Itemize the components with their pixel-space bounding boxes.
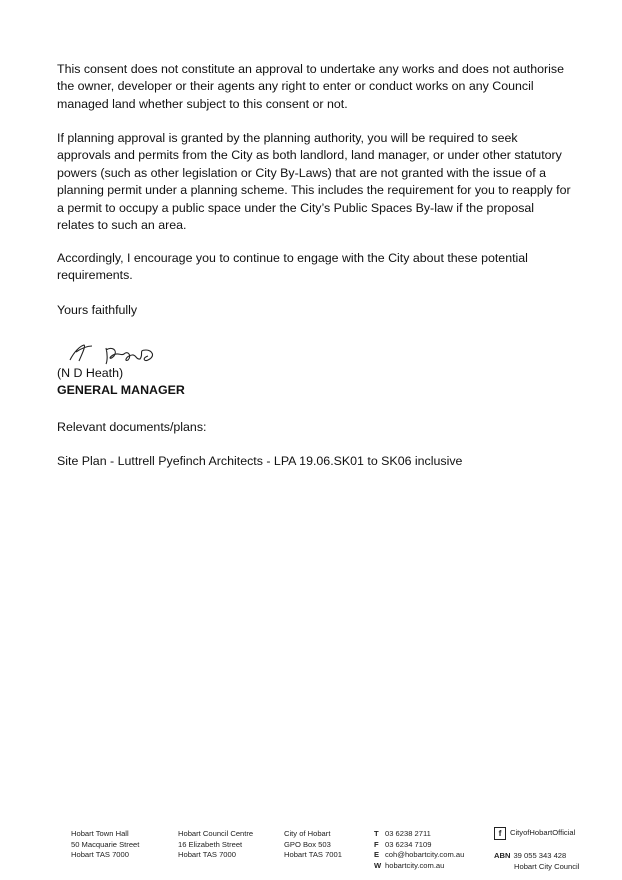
footer-council-centre-address bbox=[178, 829, 253, 861]
contact-label: E bbox=[374, 850, 380, 860]
address-line: Hobart TAS 7000 bbox=[178, 850, 236, 860]
relevant-document-item: Site Plan - Luttrell Pyefinch Architects - LPA 19.06.SK01 to SK06 inclusive bbox=[57, 454, 463, 468]
contact-value: 03 6238 2711 bbox=[385, 829, 431, 838]
contact-value: 03 6234 7109 bbox=[385, 839, 432, 849]
abn-label: ABN bbox=[494, 851, 511, 860]
contact-label: W bbox=[374, 860, 382, 870]
address-line: Hobart Town Hall bbox=[71, 829, 129, 838]
relevant-documents-heading: Relevant documents/plans: bbox=[57, 420, 207, 434]
abn-line bbox=[494, 851, 594, 862]
address-line: Hobart TAS 7000 bbox=[71, 850, 129, 860]
address-line: 16 Elizabeth Street bbox=[178, 839, 243, 849]
paragraph-engagement: Accordingly, I encourage you to continue to engage with the City about these potential requirements. bbox=[57, 251, 528, 283]
address-line: City of Hobart bbox=[284, 829, 331, 838]
facebook-link[interactable] bbox=[494, 826, 594, 840]
address-line: GPO Box 503 bbox=[284, 839, 331, 849]
letter-footer bbox=[0, 826, 622, 874]
signer-title: GENERAL MANAGER bbox=[57, 383, 185, 397]
signature-image bbox=[66, 334, 176, 368]
contact-value: hobartcity.com.au bbox=[385, 860, 445, 870]
facebook-handle: CityofHobartOfficial bbox=[510, 827, 576, 837]
closing-salutation: Yours faithfully bbox=[57, 303, 138, 317]
address-line: Hobart TAS 7001 bbox=[284, 850, 342, 860]
footer-postal-address bbox=[284, 829, 342, 861]
contact-email bbox=[374, 850, 464, 861]
contact-value: coh@hobartcity.com.au bbox=[385, 850, 465, 860]
facebook-icon: f bbox=[494, 827, 506, 840]
contact-label: T bbox=[374, 829, 379, 838]
signer-name: (N D Heath) bbox=[57, 366, 124, 380]
address-line: Hobart Council Centre bbox=[178, 829, 254, 838]
contact-fax bbox=[374, 840, 464, 851]
contact-website bbox=[374, 861, 464, 872]
footer-town-hall-address bbox=[71, 829, 139, 861]
council-name: Hobart City Council bbox=[514, 861, 580, 871]
contact-phone bbox=[374, 829, 464, 840]
footer-social-abn bbox=[494, 826, 594, 872]
paragraph-planning-approval: If planning approval is granted by the planning authority, you will be required to seek approvals and permits from the City as both landlord, land manager, or under other statutory powers (such as other legislation or City By-Laws) that are not granted with the issue of a planning permit under a planning scheme. This includes the requirement for you to reapply for a permit to occupy a public space under the City’s Public Spaces By-law if the proposal relates to such an area. bbox=[57, 131, 571, 233]
contact-label: F bbox=[374, 839, 379, 849]
abn-value: 39 055 343 428 bbox=[513, 851, 567, 860]
paragraph-consent: This consent does not constitute an approval to undertake any works and does not authorise the owner, developer or their agents any right to enter or conduct works on any Council managed land whether subject to this consent or not. bbox=[57, 62, 564, 111]
address-line: 50 Macquarie Street bbox=[71, 839, 140, 849]
footer-contact-details bbox=[374, 829, 464, 871]
